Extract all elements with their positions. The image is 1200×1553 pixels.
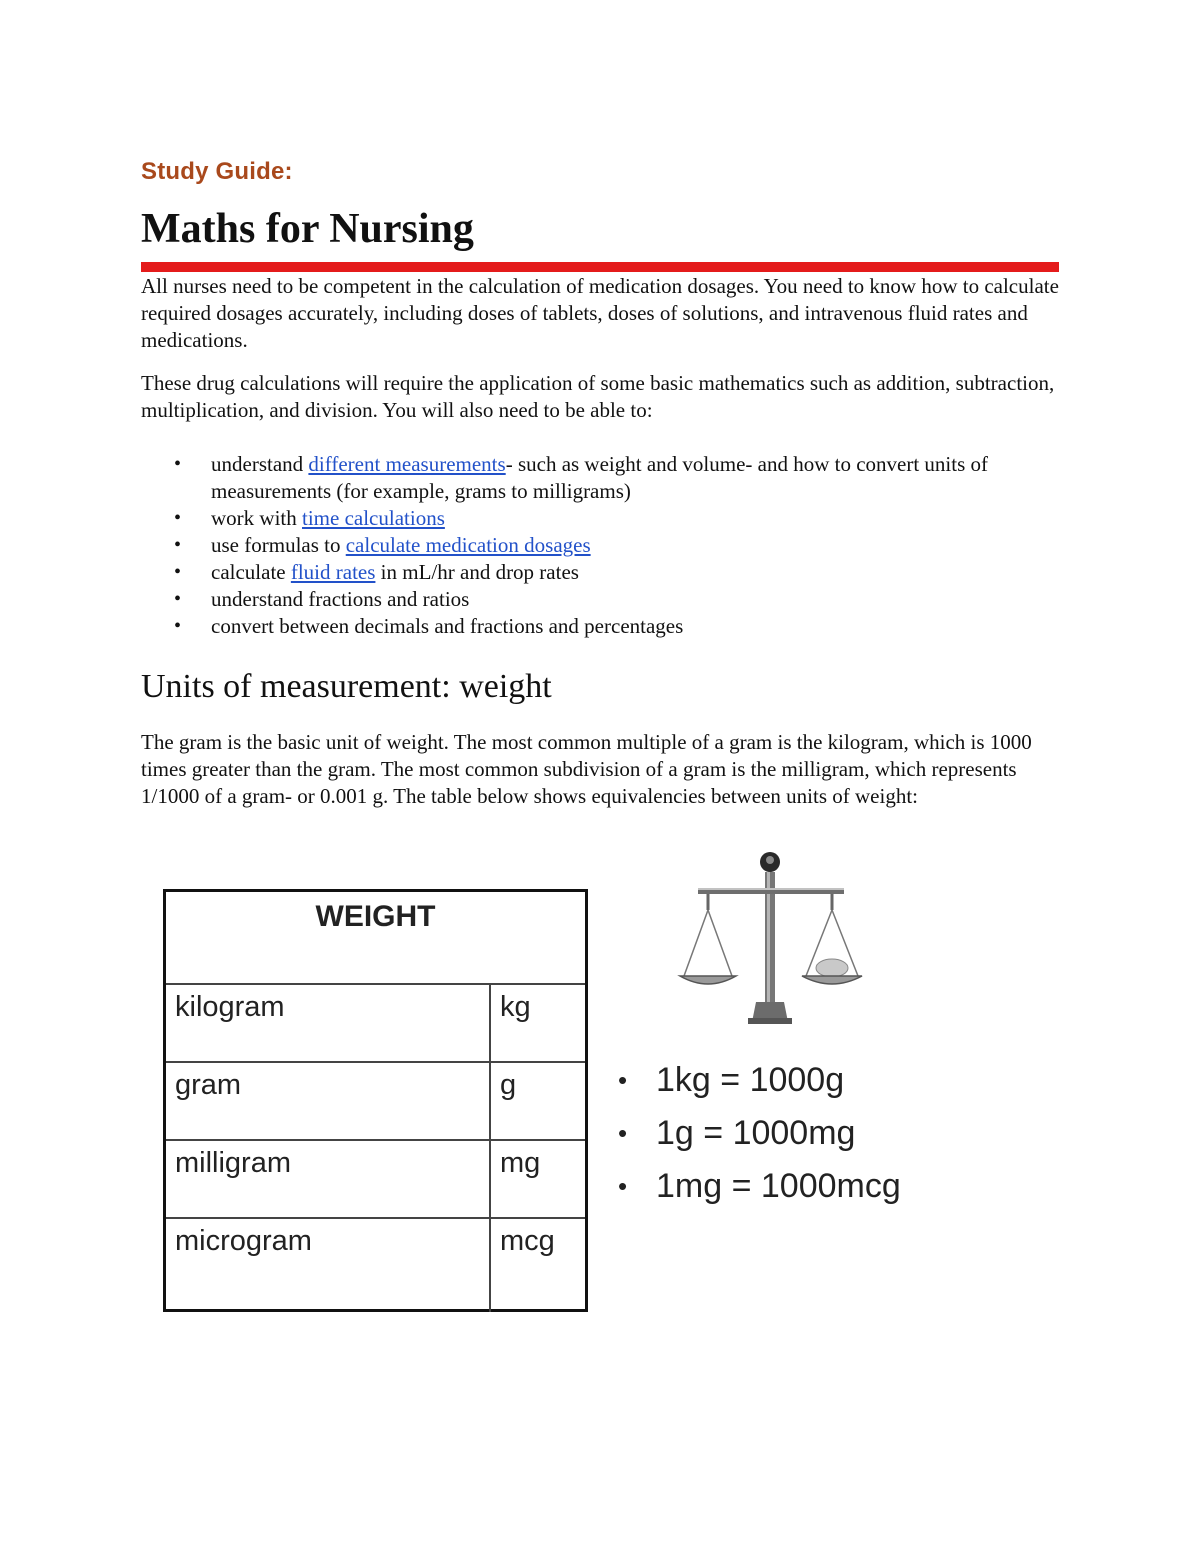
link-different-measurements[interactable]: different measurements xyxy=(308,452,506,476)
bullet-icon: • xyxy=(174,615,182,637)
bullet-icon: • xyxy=(618,1118,628,1148)
equivalency-list xyxy=(616,1054,901,1213)
bullet-icon: • xyxy=(174,588,182,610)
list-item xyxy=(616,1107,901,1160)
list-item xyxy=(141,613,1071,640)
section-paragraph: The gram is the basic unit of weight. The most common multiple of a gram is the kilogram, which is 1000 times greater than the gram. The most common subdivision of a gram is the milligram, which represents 1/1000 of a gram- or 0.001 g. The table below shows equivalencies between units of weight: xyxy=(141,730,1032,808)
list-item-text: work with xyxy=(211,506,302,530)
list-item xyxy=(141,586,1071,613)
unit-name: milligram xyxy=(175,1147,291,1179)
scale-beam-highlight xyxy=(698,888,844,890)
weight-table xyxy=(163,889,588,1312)
weight-table-header-text: WEIGHT xyxy=(315,900,436,933)
bullet-icon: • xyxy=(174,507,182,529)
skills-list xyxy=(141,451,1071,640)
section-heading: Units of measurement: weight xyxy=(141,668,552,705)
intro-paragraph-1: All nurses need to be competent in the calculation of medication dosages. You need to know how to calculate required dosages accurately, including doses of tablets, doses of solutions, and intravenous fluid rates and medications. xyxy=(141,274,1059,352)
bullet-icon: • xyxy=(174,561,182,583)
title-rule xyxy=(141,262,1059,272)
scale-foot xyxy=(748,1018,792,1024)
table-row xyxy=(166,1063,585,1141)
intro-paragraph-2: These drug calculations will require the application of some basic mathematics such as addition, subtraction, multiplication, and division. You will also need to be able to: xyxy=(141,371,1055,422)
pan-weight xyxy=(816,959,848,977)
unit-abbr: g xyxy=(500,1069,517,1101)
list-item xyxy=(616,1160,901,1213)
bullet-icon: • xyxy=(174,534,182,556)
table-row xyxy=(166,985,585,1063)
bullet-icon: • xyxy=(174,453,182,475)
unit-abbr: mg xyxy=(500,1147,541,1179)
unit-name: gram xyxy=(175,1069,242,1101)
bullet-icon: • xyxy=(618,1065,628,1095)
unit-name: kilogram xyxy=(175,991,285,1023)
list-item-text: use formulas to xyxy=(211,533,346,557)
table-row xyxy=(166,1219,585,1311)
list-item-text: in mL/hr and drop rates xyxy=(375,560,579,584)
scale-knob-highlight xyxy=(766,856,774,864)
unit-abbr: kg xyxy=(500,991,531,1023)
bullet-icon: • xyxy=(618,1171,628,1201)
list-item xyxy=(141,532,1071,559)
left-pan xyxy=(680,976,736,984)
table-row xyxy=(166,1141,585,1219)
page-title: Maths for Nursing xyxy=(141,206,474,252)
list-item xyxy=(141,451,1071,505)
table-column-divider xyxy=(489,985,491,1312)
list-item-text: - such as weight and volume- and how to convert units of measurements (for example, grams to milligrams) xyxy=(211,452,989,503)
list-item-text: calculate xyxy=(211,560,291,584)
list-item xyxy=(616,1054,901,1107)
left-string xyxy=(684,910,708,976)
link-calculate-medication-dosages[interactable]: calculate medication dosages xyxy=(345,533,591,557)
balance-scale-icon xyxy=(676,846,866,1026)
equivalency-text: 1kg = 1000g xyxy=(656,1061,845,1099)
right-pan xyxy=(802,976,862,984)
equivalency-text: 1mg = 1000mcg xyxy=(656,1167,901,1205)
list-item xyxy=(141,505,1071,532)
list-item xyxy=(141,559,1071,586)
link-time-calculations[interactable]: time calculations xyxy=(302,506,445,530)
left-string xyxy=(708,910,732,976)
list-item-text: convert between decimals and fractions and percentages xyxy=(211,614,684,638)
list-item-text: understand fractions and ratios xyxy=(211,587,470,611)
equivalency-text: 1g = 1000mg xyxy=(656,1114,856,1152)
study-guide-label: Study Guide: xyxy=(141,158,293,185)
weight-table-header xyxy=(166,892,585,985)
unit-name: microgram xyxy=(175,1225,312,1257)
list-item-text: understand xyxy=(211,452,309,476)
link-fluid-rates[interactable]: fluid rates xyxy=(290,560,376,584)
unit-abbr: mcg xyxy=(500,1225,555,1257)
